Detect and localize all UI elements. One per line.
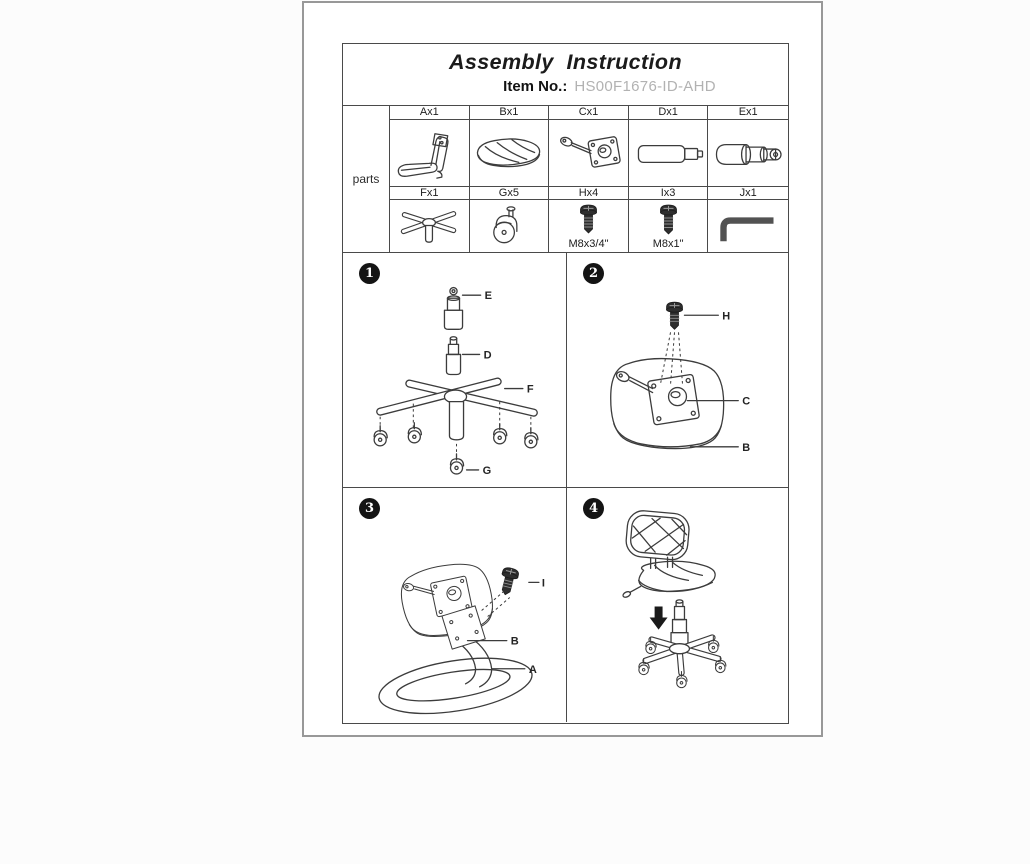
part-code-j: Jx1	[708, 187, 788, 200]
part-code-b: Bx1	[470, 106, 550, 120]
label-d: D	[483, 349, 492, 362]
parts-table	[343, 106, 788, 253]
part-cell-i	[629, 200, 709, 252]
five-star-base-drawing	[380, 382, 534, 440]
caster-wheel-icon	[470, 201, 549, 252]
item-no-value: HS00F1676-ID-AHD	[574, 78, 716, 95]
part-code-e: Ex1	[708, 106, 788, 120]
step-2-panel	[567, 253, 788, 488]
bolt-size-label: M8x1"	[652, 238, 684, 250]
bolt-icon	[629, 202, 708, 238]
seat-cushion-icon	[470, 120, 549, 186]
five-star-base-drawing	[646, 638, 719, 673]
item-no-line	[387, 78, 832, 96]
part-code-h: Hx4	[549, 187, 629, 200]
step-1-diagram	[343, 253, 566, 487]
step-4-badge: 4	[583, 498, 604, 519]
item-no-label: Item No.:	[503, 78, 568, 95]
label-c: C	[742, 395, 751, 408]
part-cell-a	[390, 120, 470, 187]
part-cell-f	[390, 200, 470, 252]
page-title: Assembly Instruction	[448, 50, 682, 74]
label-a: A	[528, 663, 537, 676]
part-code-c: Cx1	[549, 106, 629, 120]
part-cell-d	[629, 120, 709, 187]
label-b: B	[510, 635, 519, 648]
title-block	[343, 44, 788, 106]
part-cell-c	[549, 120, 629, 187]
label-b: B	[742, 441, 751, 454]
part-cell-b	[470, 120, 550, 187]
part-cell-g	[470, 200, 550, 252]
label-f: F	[526, 383, 534, 396]
bolt-size-label: M8x3/4"	[568, 238, 609, 250]
part-code-a: Ax1	[390, 106, 470, 120]
step-1-badge: 1	[359, 263, 380, 284]
part-cell-h	[549, 200, 629, 252]
step-1-panel	[343, 253, 567, 488]
gas-lift-icon	[629, 120, 708, 186]
bolt-icon	[549, 202, 628, 238]
step-3-badge: 3	[359, 498, 380, 519]
gas-lift-drawing	[446, 337, 460, 375]
part-code-f: Fx1	[390, 187, 470, 200]
five-star-base-icon	[390, 201, 469, 252]
back-frame-drawing	[375, 637, 536, 722]
step-2-badge: 2	[583, 263, 604, 284]
instruction-sheet	[302, 1, 823, 737]
step-4-panel	[567, 488, 788, 722]
assembled-chair-drawing	[622, 509, 715, 598]
label-g: G	[482, 464, 492, 477]
part-code-i: Ix3	[629, 187, 709, 200]
label-e: E	[484, 290, 492, 303]
cylinder-cover-drawing	[444, 288, 462, 330]
seat-bottom-drawing	[396, 557, 500, 657]
step-4-diagram	[567, 488, 788, 722]
part-cell-e	[708, 120, 788, 187]
step-2-diagram	[567, 253, 788, 487]
down-arrow-icon	[650, 607, 668, 630]
document-frame	[342, 43, 789, 724]
telescopic-cover-icon	[709, 120, 788, 186]
assembly-steps	[343, 253, 788, 722]
bolt-drawing	[497, 566, 519, 596]
bolt-drawing	[667, 302, 683, 329]
tilt-mechanism-icon	[549, 120, 628, 186]
step-3-diagram	[343, 488, 566, 722]
part-cell-j	[708, 200, 788, 252]
seat-bottom-drawing	[611, 359, 724, 449]
part-code-d: Dx1	[629, 106, 709, 120]
step-3-panel	[343, 488, 567, 722]
chair-back-frame-icon	[390, 120, 469, 186]
parts-row-label: parts	[343, 106, 390, 252]
label-i: I	[541, 577, 545, 590]
part-code-g: Gx5	[470, 187, 550, 200]
label-h: H	[722, 310, 731, 323]
allen-key-icon	[709, 201, 788, 252]
gas-lift-drawing	[671, 600, 688, 645]
